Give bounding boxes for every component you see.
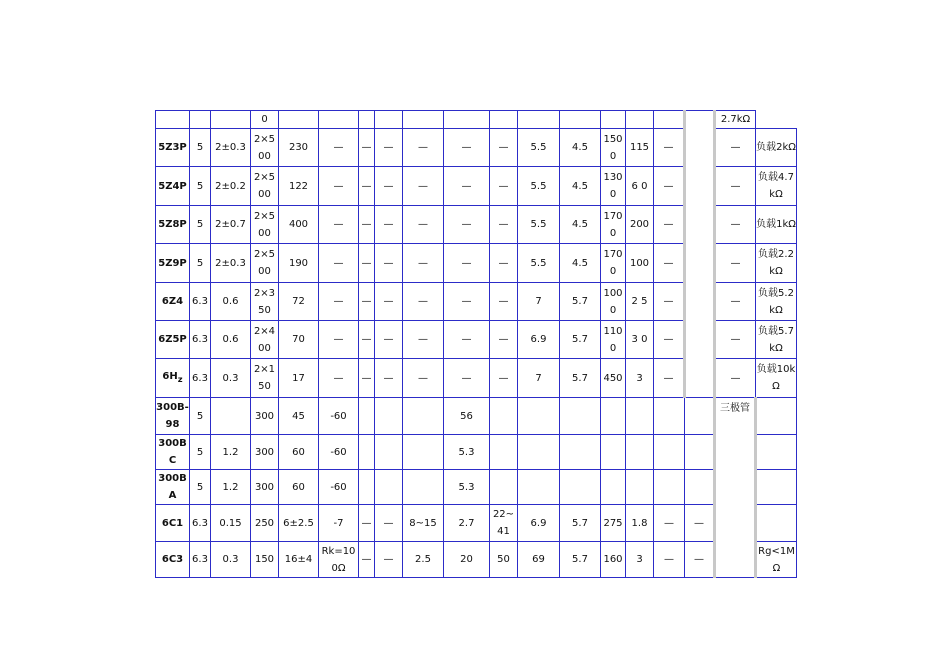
note-cell: 负载4.7kΩ: [756, 167, 797, 206]
table-cell: 3: [626, 359, 654, 398]
table-row: [156, 435, 797, 470]
table-cell: —: [375, 359, 403, 398]
table-cell: —: [654, 206, 685, 244]
table-cell: —: [715, 321, 756, 359]
table-cell: 450: [601, 359, 626, 398]
table-row: [156, 111, 797, 129]
table-cell: 6.9: [518, 505, 560, 542]
table-cell: 5: [190, 435, 211, 470]
table-cell: 6.3: [190, 505, 211, 542]
model-name: 300B-98: [156, 398, 190, 435]
table-cell: —: [359, 321, 375, 359]
table-cell: [359, 111, 375, 129]
table-cell: [560, 398, 601, 435]
note-cell: [756, 470, 797, 505]
table-cell: —: [403, 129, 444, 167]
table-cell: -60: [319, 435, 359, 470]
table-cell: —: [654, 359, 685, 398]
table-cell: —: [319, 167, 359, 206]
table-cell: 5: [190, 206, 211, 244]
table-cell: [601, 111, 626, 129]
table-cell: —: [403, 244, 444, 283]
table-cell: —: [715, 129, 756, 167]
table-cell: —: [490, 129, 518, 167]
table-cell: [560, 435, 601, 470]
table-cell: 5.5: [518, 129, 560, 167]
spec-sheet: [155, 110, 797, 578]
note-cell: 负载5.7kΩ: [756, 321, 797, 359]
table-cell: [626, 470, 654, 505]
table-cell: [626, 435, 654, 470]
table-cell: —: [375, 283, 403, 321]
table-cell: 3: [626, 542, 654, 578]
table-cell: —: [654, 505, 685, 542]
model-name: 5Z3P: [156, 129, 190, 167]
table-cell: —: [715, 244, 756, 283]
table-cell: —: [359, 206, 375, 244]
table-cell: [601, 398, 626, 435]
table-cell: 6.9: [518, 321, 560, 359]
model-name: 5Z9P: [156, 244, 190, 283]
table-cell: [518, 435, 560, 470]
tube-spec-table: [155, 110, 797, 578]
type-label: 三极管: [715, 398, 756, 578]
table-row: [156, 398, 797, 435]
model-name: $6H_z$: [156, 359, 190, 398]
table-cell: [518, 470, 560, 505]
table-cell: 6±2.5: [279, 505, 319, 542]
table-cell: 56: [444, 398, 490, 435]
table-cell: —: [444, 244, 490, 283]
table-cell: 5: [190, 398, 211, 435]
table-cell: 2±0.3: [211, 244, 251, 283]
table-cell: —: [403, 206, 444, 244]
table-cell: 6.3: [190, 359, 211, 398]
table-cell: 70: [279, 321, 319, 359]
table-row: [156, 542, 797, 578]
table-cell: 1100: [601, 321, 626, 359]
table-cell: —: [444, 167, 490, 206]
table-cell: —: [359, 359, 375, 398]
table-cell: 4.5: [560, 206, 601, 244]
table-cell: —: [375, 542, 403, 578]
table-cell: 6.3: [190, 542, 211, 578]
model-name: 6C1: [156, 505, 190, 542]
table-cell: —: [444, 359, 490, 398]
table-cell: 72: [279, 283, 319, 321]
table-cell: 300: [251, 435, 279, 470]
table-cell: [685, 398, 715, 435]
table-cell: [359, 435, 375, 470]
table-cell: —: [715, 167, 756, 206]
table-cell: [490, 435, 518, 470]
note-cell: 负载10kΩ: [756, 359, 797, 398]
table-cell: 16±4: [279, 542, 319, 578]
table-cell: —: [375, 505, 403, 542]
table-cell: —: [490, 321, 518, 359]
table-cell: 3 0: [626, 321, 654, 359]
table-cell: [518, 398, 560, 435]
table-cell: 200: [626, 206, 654, 244]
table-cell: —: [685, 505, 715, 542]
table-cell: —: [654, 244, 685, 283]
table-cell: 4.5: [560, 167, 601, 206]
table-cell: [626, 111, 654, 129]
table-cell: 1000: [601, 283, 626, 321]
table-cell: 250: [251, 505, 279, 542]
table-cell: 2×350: [251, 283, 279, 321]
table-cell: —: [359, 283, 375, 321]
table-cell: 115: [626, 129, 654, 167]
table-cell: 160: [601, 542, 626, 578]
table-cell: —: [444, 206, 490, 244]
table-cell: —: [715, 206, 756, 244]
table-cell: [403, 435, 444, 470]
table-cell: [654, 398, 685, 435]
table-cell: -7: [319, 505, 359, 542]
table-cell: —: [654, 167, 685, 206]
model-name: 6C3: [156, 542, 190, 578]
table-cell: [654, 111, 685, 129]
table-cell: 0.3: [211, 542, 251, 578]
table-cell: —: [403, 283, 444, 321]
table-cell: —: [490, 283, 518, 321]
table-cell: 150: [251, 542, 279, 578]
table-cell: —: [359, 129, 375, 167]
table-cell: 0.15: [211, 505, 251, 542]
table-cell: —: [319, 359, 359, 398]
table-cell: [359, 470, 375, 505]
table-cell: 2×150: [251, 359, 279, 398]
table-cell: —: [403, 359, 444, 398]
table-cell: —: [375, 244, 403, 283]
table-cell: —: [490, 167, 518, 206]
table-cell: 7: [518, 359, 560, 398]
table-cell: 60: [279, 435, 319, 470]
table-cell: 2.5: [403, 542, 444, 578]
table-cell: —: [685, 542, 715, 578]
table-cell: Rk=100Ω: [319, 542, 359, 578]
table-cell: —: [490, 359, 518, 398]
table-cell: —: [319, 244, 359, 283]
table-cell: [156, 111, 190, 129]
table-cell: [279, 111, 319, 129]
table-cell: 190: [279, 244, 319, 283]
table-cell: —: [490, 244, 518, 283]
table-cell: —: [359, 505, 375, 542]
table-cell: 300: [251, 398, 279, 435]
table-cell: —: [319, 206, 359, 244]
table-cell: [490, 111, 518, 129]
table-cell: [490, 398, 518, 435]
table-cell: —: [444, 283, 490, 321]
table-cell: 1700: [601, 206, 626, 244]
table-cell: [403, 470, 444, 505]
note-cell: [756, 505, 797, 542]
table-row: [156, 470, 797, 505]
table-cell: [403, 398, 444, 435]
table-cell: 0.6: [211, 283, 251, 321]
table-cell: [654, 470, 685, 505]
table-cell: 2×500: [251, 244, 279, 283]
table-cell: —: [654, 542, 685, 578]
note-cell: 负载2.2kΩ: [756, 244, 797, 283]
table-cell: 1.8: [626, 505, 654, 542]
table-cell: [685, 435, 715, 470]
model-name: 300BC: [156, 435, 190, 470]
table-cell: 275: [601, 505, 626, 542]
table-cell: [375, 470, 403, 505]
table-cell: [518, 111, 560, 129]
table-cell: 400: [279, 206, 319, 244]
table-cell: 69: [518, 542, 560, 578]
table-cell: 5.7: [560, 542, 601, 578]
table-cell: 45: [279, 398, 319, 435]
table-cell: [626, 398, 654, 435]
table-cell: 0.6: [211, 321, 251, 359]
table-cell: 2×500: [251, 129, 279, 167]
table-cell: 2×500: [251, 167, 279, 206]
table-cell: [211, 398, 251, 435]
table-cell: —: [359, 167, 375, 206]
table-cell: —: [715, 283, 756, 321]
table-cell: 122: [279, 167, 319, 206]
table-cell: —: [375, 129, 403, 167]
table-row: [156, 505, 797, 542]
note-cell: Rg<1MΩ: [756, 542, 797, 578]
table-cell: -60: [319, 470, 359, 505]
type-column-blank: [685, 111, 715, 398]
table-cell: [560, 111, 601, 129]
table-cell: 100: [626, 244, 654, 283]
table-cell: 5.7: [560, 359, 601, 398]
model-name: 5Z4P: [156, 167, 190, 206]
table-cell: [319, 111, 359, 129]
table-cell: —: [375, 167, 403, 206]
table-cell: [375, 398, 403, 435]
table-cell: 5.5: [518, 244, 560, 283]
table-cell: 0.3: [211, 359, 251, 398]
table-cell: —: [375, 321, 403, 359]
table-cell: —: [319, 283, 359, 321]
note-cell: 2.7kΩ: [715, 111, 756, 129]
table-cell: —: [403, 167, 444, 206]
table-cell: —: [375, 206, 403, 244]
table-cell: —: [654, 283, 685, 321]
table-cell: 230: [279, 129, 319, 167]
table-cell: —: [403, 321, 444, 359]
table-cell: [601, 470, 626, 505]
table-cell: 5.3: [444, 470, 490, 505]
table-cell: [190, 111, 211, 129]
table-cell: [375, 111, 403, 129]
table-cell: —: [359, 244, 375, 283]
model-subscript: z: [177, 374, 183, 384]
table-cell: 2±0.3: [211, 129, 251, 167]
note-cell: [756, 435, 797, 470]
table-cell: —: [444, 321, 490, 359]
table-cell: 50: [490, 542, 518, 578]
table-cell: 5.7: [560, 283, 601, 321]
table-cell: 60: [279, 470, 319, 505]
table-cell: [654, 435, 685, 470]
table-cell: 2.7: [444, 505, 490, 542]
table-cell: —: [319, 321, 359, 359]
table-cell: 5: [190, 167, 211, 206]
table-cell: 5: [190, 470, 211, 505]
table-cell: 1.2: [211, 435, 251, 470]
table-cell: 300: [251, 470, 279, 505]
table-cell: 5.7: [560, 505, 601, 542]
table-cell: [444, 111, 490, 129]
table-cell: 5: [190, 244, 211, 283]
model-name: 5Z8P: [156, 206, 190, 244]
table-cell: 2±0.7: [211, 206, 251, 244]
note-cell: 负载1kΩ: [756, 206, 797, 244]
table-cell: 5.7: [560, 321, 601, 359]
table-cell: —: [319, 129, 359, 167]
table-cell: 1500: [601, 129, 626, 167]
table-cell: —: [490, 206, 518, 244]
table-cell: 6 0: [626, 167, 654, 206]
table-cell: 1300: [601, 167, 626, 206]
table-cell: 4.5: [560, 129, 601, 167]
table-cell: 5.5: [518, 167, 560, 206]
table-cell: 4.5: [560, 244, 601, 283]
note-cell: 负载5.2kΩ: [756, 283, 797, 321]
table-cell: 8~15: [403, 505, 444, 542]
model-name: 6Z5P: [156, 321, 190, 359]
table-cell: 1.2: [211, 470, 251, 505]
table-cell: -60: [319, 398, 359, 435]
table-cell: [375, 435, 403, 470]
table-cell: —: [359, 542, 375, 578]
table-cell: —: [444, 129, 490, 167]
model-name: 300BA: [156, 470, 190, 505]
table-cell: 6.3: [190, 321, 211, 359]
table-cell: [490, 470, 518, 505]
note-cell: [756, 398, 797, 435]
table-cell: 2 5: [626, 283, 654, 321]
table-cell: 0: [251, 111, 279, 129]
table-cell: 22~41: [490, 505, 518, 542]
table-cell: 1700: [601, 244, 626, 283]
table-cell: 5.3: [444, 435, 490, 470]
table-cell: [685, 470, 715, 505]
table-cell: 2×400: [251, 321, 279, 359]
table-cell: 5.5: [518, 206, 560, 244]
note-cell: 负载2kΩ: [756, 129, 797, 167]
table-cell: 20: [444, 542, 490, 578]
table-cell: [560, 470, 601, 505]
table-cell: 5: [190, 129, 211, 167]
table-cell: 6.3: [190, 283, 211, 321]
table-cell: —: [654, 321, 685, 359]
table-cell: 17: [279, 359, 319, 398]
table-cell: [359, 398, 375, 435]
model-name: 6Z4: [156, 283, 190, 321]
table-cell: —: [715, 359, 756, 398]
table-cell: 7: [518, 283, 560, 321]
table-cell: [403, 111, 444, 129]
table-cell: 2±0.2: [211, 167, 251, 206]
table-cell: —: [654, 129, 685, 167]
table-cell: [601, 435, 626, 470]
table-cell: 2×500: [251, 206, 279, 244]
table-cell: [211, 111, 251, 129]
